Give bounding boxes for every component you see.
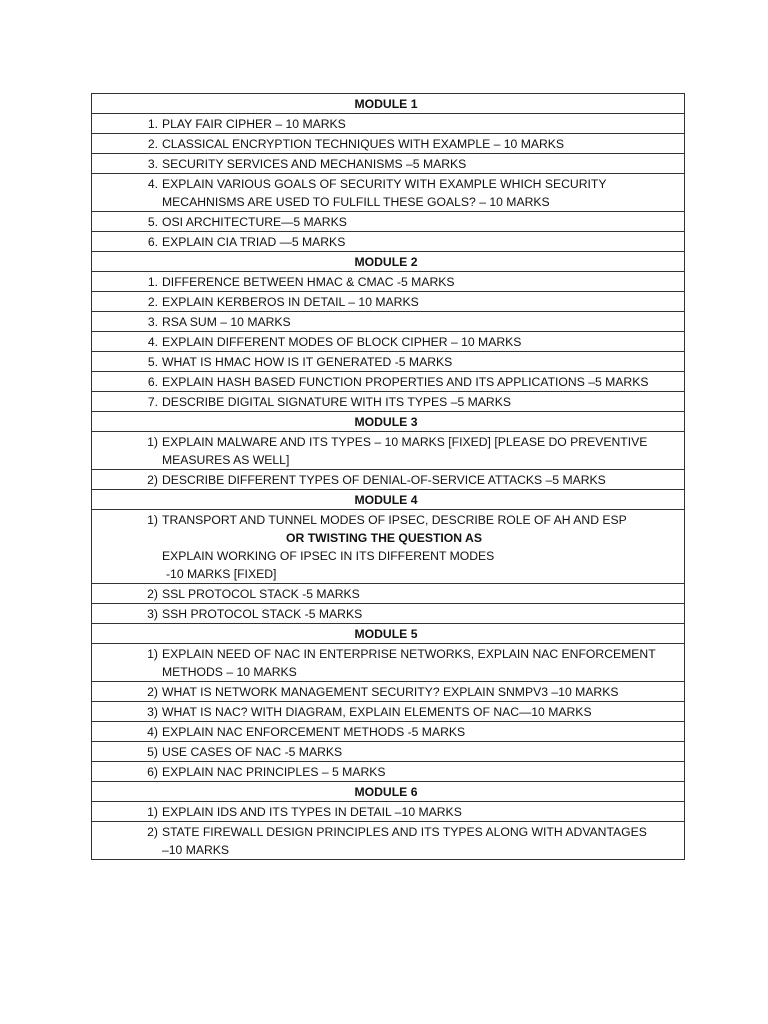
question-cell — [92, 702, 685, 722]
question-number: 3) — [147, 705, 158, 719]
question-text-line: EXPLAIN HASH BASED FUNCTION PROPERTIES AND ITS APPLICATIONS –5 MARKS — [162, 375, 649, 389]
question-text-line: OR TWISTING THE QUESTION AS — [286, 531, 482, 545]
question-cell — [92, 722, 685, 742]
question-row — [92, 312, 685, 332]
question-number: 1) — [147, 513, 158, 527]
question-text — [162, 135, 680, 153]
module-title: MODULE 3 — [92, 412, 685, 432]
question-row — [92, 352, 685, 372]
question-number: 1) — [147, 647, 158, 661]
question-cell — [92, 392, 685, 412]
question-cell — [92, 822, 685, 860]
question-row — [92, 762, 685, 782]
question-cell — [92, 470, 685, 490]
question-number: 1. — [147, 117, 158, 131]
question-number: 5) — [147, 745, 158, 759]
question-cell — [92, 272, 685, 292]
question-text — [162, 743, 680, 761]
question-cell — [92, 212, 685, 232]
question-row — [92, 742, 685, 762]
module-header-row — [92, 94, 685, 114]
question-text — [162, 115, 680, 133]
question-text-line: –10 MARKS — [162, 843, 230, 857]
module-header-row — [92, 412, 685, 432]
question-text — [162, 763, 680, 781]
question-cell — [92, 154, 685, 174]
question-text-line: DIFFERENCE BETWEEN HMAC & CMAC -5 MARKS — [162, 275, 455, 289]
question-text-line: WHAT IS NAC? WITH DIAGRAM, EXPLAIN ELEMENTS OF NAC—10 MARKS — [162, 705, 592, 719]
question-text — [162, 373, 680, 391]
module-title: MODULE 4 — [92, 490, 685, 510]
question-number: 6. — [147, 235, 158, 249]
question-text — [162, 393, 680, 411]
question-text-line: EXPLAIN KERBEROS IN DETAIL – 10 MARKS — [162, 295, 419, 309]
question-number: 2) — [147, 825, 158, 839]
question-text-line: EXPLAIN VARIOUS GOALS OF SECURITY WITH EXAMPLE WHICH SECURITY — [162, 177, 607, 191]
module-title: MODULE 2 — [92, 252, 685, 272]
question-cell — [92, 584, 685, 604]
question-row — [92, 292, 685, 312]
question-cell — [92, 352, 685, 372]
question-text-line: -10 MARKS [FIXED] — [166, 567, 277, 581]
question-row — [92, 272, 685, 292]
question-text-line: EXPLAIN NAC PRINCIPLES – 5 MARKS — [162, 765, 386, 779]
question-text — [162, 333, 680, 351]
question-row — [92, 510, 685, 584]
question-number: 3) — [147, 607, 158, 621]
module-title: MODULE 6 — [92, 782, 685, 802]
question-cell — [92, 312, 685, 332]
question-text — [162, 803, 680, 821]
question-text-line: EXPLAIN DIFFERENT MODES OF BLOCK CIPHER – 10 MARKS — [162, 335, 522, 349]
question-text — [162, 585, 680, 603]
question-number: 6) — [147, 765, 158, 779]
question-text — [162, 155, 680, 173]
question-text-line: EXPLAIN NEED OF NAC IN ENTERPRISE NETWORKS, EXPLAIN NAC ENFORCEMENT — [162, 647, 656, 661]
question-text — [162, 433, 680, 469]
question-text — [162, 213, 680, 231]
question-text — [162, 605, 680, 623]
question-text — [162, 353, 680, 371]
question-number: 2) — [147, 685, 158, 699]
module-header-row — [92, 252, 685, 272]
question-number: 7. — [147, 395, 158, 409]
question-text-line: EXPLAIN MALWARE AND ITS TYPES – 10 MARKS [FIXED] [PLEASE DO PREVENTIVE — [162, 435, 648, 449]
question-table-body — [92, 94, 685, 860]
module-title: MODULE 5 — [92, 624, 685, 644]
question-cell — [92, 604, 685, 624]
question-row — [92, 432, 685, 470]
question-cell — [92, 762, 685, 782]
module-header-row — [92, 624, 685, 644]
question-cell — [92, 174, 685, 212]
question-row — [92, 332, 685, 352]
question-number: 1. — [147, 275, 158, 289]
question-text-line: EXPLAIN CIA TRIAD —5 MARKS — [162, 235, 346, 249]
question-number: 3. — [147, 157, 158, 171]
question-cell — [92, 134, 685, 154]
module-title: MODULE 1 — [92, 94, 685, 114]
question-text-line: DESCRIBE DIFFERENT TYPES OF DENIAL-OF-SERVICE ATTACKS –5 MARKS — [162, 473, 606, 487]
question-number: 2. — [147, 137, 158, 151]
question-text-line: PLAY FAIR CIPHER – 10 MARKS — [162, 117, 346, 131]
question-row — [92, 114, 685, 134]
question-text-line: SECURITY SERVICES AND MECHANISMS –5 MARKS — [162, 157, 467, 171]
question-row — [92, 174, 685, 212]
question-number: 4. — [147, 177, 158, 191]
question-row — [92, 372, 685, 392]
question-number: 4. — [147, 335, 158, 349]
question-text — [162, 293, 680, 311]
question-text-line: DESCRIBE DIGITAL SIGNATURE WITH ITS TYPES –5 MARKS — [162, 395, 511, 409]
question-row — [92, 392, 685, 412]
question-row — [92, 822, 685, 860]
question-cell — [92, 802, 685, 822]
question-number: 5. — [147, 215, 158, 229]
question-number: 4) — [147, 725, 158, 739]
question-text — [162, 471, 680, 489]
question-row — [92, 702, 685, 722]
question-number: 6. — [147, 375, 158, 389]
question-text — [162, 233, 680, 251]
question-cell — [92, 742, 685, 762]
question-text-line: RSA SUM – 10 MARKS — [162, 315, 291, 329]
question-text-line: EXPLAIN IDS AND ITS TYPES IN DETAIL –10 MARKS — [162, 805, 462, 819]
question-number: 3. — [147, 315, 158, 329]
question-number: 2) — [147, 473, 158, 487]
question-cell — [92, 432, 685, 470]
question-text — [162, 645, 680, 681]
question-row — [92, 722, 685, 742]
question-number: 1) — [147, 435, 158, 449]
module-header-row — [92, 782, 685, 802]
question-row — [92, 134, 685, 154]
question-text — [162, 683, 680, 701]
question-cell — [92, 372, 685, 392]
question-text — [162, 175, 680, 211]
question-text-line: EXPLAIN NAC ENFORCEMENT METHODS -5 MARKS — [162, 725, 466, 739]
question-row — [92, 604, 685, 624]
question-text-line: STATE FIREWALL DESIGN PRINCIPLES AND ITS TYPES ALONG WITH ADVANTAGES — [162, 825, 647, 839]
question-number: 1) — [147, 805, 158, 819]
question-cell — [92, 644, 685, 682]
question-cell — [92, 682, 685, 702]
question-cell — [92, 332, 685, 352]
question-row — [92, 154, 685, 174]
question-row — [92, 584, 685, 604]
question-cell — [92, 232, 685, 252]
question-text-line: EXPLAIN WORKING OF IPSEC IN ITS DIFFERENT MODES — [162, 549, 495, 563]
question-row — [92, 682, 685, 702]
question-row — [92, 470, 685, 490]
question-row — [92, 802, 685, 822]
question-cell — [92, 510, 685, 584]
question-number: 2. — [147, 295, 158, 309]
question-text — [162, 313, 680, 331]
question-cell — [92, 292, 685, 312]
question-text-line: SSL PROTOCOL STACK -5 MARKS — [162, 587, 360, 601]
question-cell — [92, 114, 685, 134]
question-text — [162, 823, 680, 859]
question-text-line: CLASSICAL ENCRYPTION TECHNIQUES WITH EXAMPLE – 10 MARKS — [162, 137, 565, 151]
question-text-line: USE CASES OF NAC -5 MARKS — [162, 745, 343, 759]
question-row — [92, 232, 685, 252]
question-text — [162, 703, 680, 721]
question-text-line: WHAT IS NETWORK MANAGEMENT SECURITY? EXPLAIN SNMPV3 –10 MARKS — [162, 685, 619, 699]
question-text — [162, 723, 680, 741]
question-number: 2) — [147, 587, 158, 601]
question-text-line: MECAHNISMS ARE USED TO FULFILL THESE GOALS? – 10 MARKS — [162, 195, 550, 209]
module-header-row — [92, 490, 685, 510]
question-number: 5. — [147, 355, 158, 369]
question-text-line: METHODS – 10 MARKS — [162, 665, 297, 679]
question-text — [162, 273, 680, 291]
question-text — [162, 511, 680, 583]
question-text-line: SSH PROTOCOL STACK -5 MARKS — [162, 607, 363, 621]
question-row — [92, 644, 685, 682]
question-text-line: OSI ARCHITECTURE—5 MARKS — [162, 215, 347, 229]
question-text-line: MEASURES AS WELL] — [162, 453, 290, 467]
question-text-line: WHAT IS HMAC HOW IS IT GENERATED -5 MARKS — [162, 355, 453, 369]
question-text-line: TRANSPORT AND TUNNEL MODES OF IPSEC, DESCRIBE ROLE OF AH AND ESP — [162, 513, 627, 527]
question-table — [91, 93, 685, 860]
question-row — [92, 212, 685, 232]
